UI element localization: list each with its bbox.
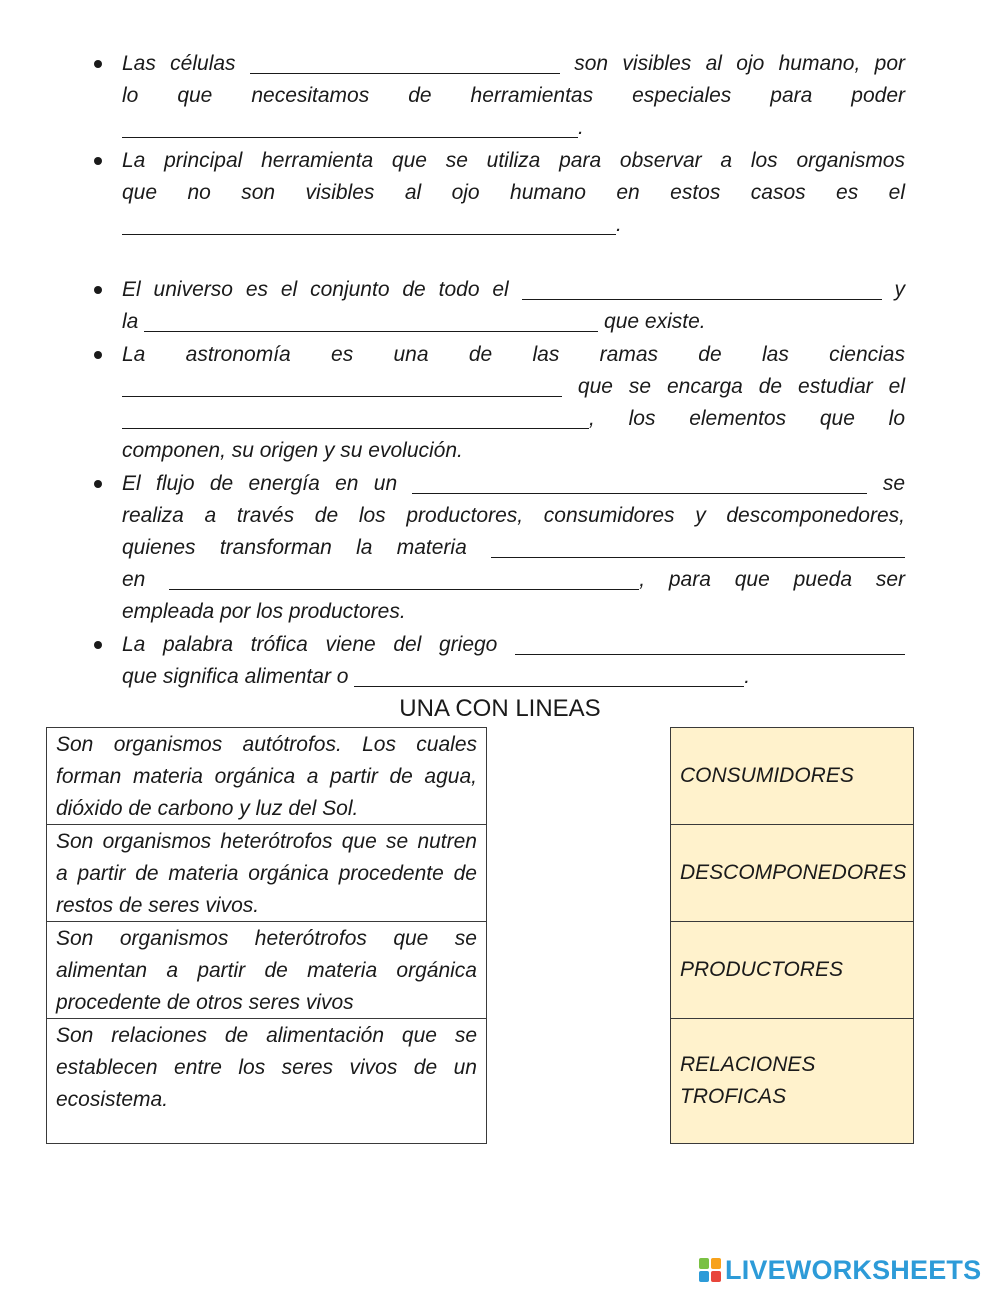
bullet-dot-icon — [94, 641, 102, 649]
line-text: que significa alimentar o — [122, 665, 355, 688]
line-text: . — [616, 213, 622, 236]
line-text: se — [867, 472, 905, 495]
line-text: son visibles al ojo humano, por — [559, 52, 905, 75]
line-text: , los elementos que lo — [589, 407, 905, 430]
term-box-productores[interactable] — [670, 921, 914, 1018]
text-line — [122, 339, 905, 371]
text-line — [122, 661, 905, 693]
blank-field[interactable] — [144, 309, 598, 332]
term-label: PRODUCTORES — [680, 958, 843, 981]
terms-column — [670, 727, 914, 1144]
blank-field[interactable] — [250, 51, 560, 74]
line-text: El universo es el conjunto de todo el — [122, 278, 522, 301]
text-line — [122, 145, 905, 177]
fill-in-blanks-list — [90, 48, 905, 693]
blank-field[interactable] — [122, 115, 578, 138]
logo-square-green — [699, 1258, 709, 1269]
text-line — [122, 274, 905, 306]
bullet-item — [90, 274, 905, 338]
text-line — [122, 371, 905, 403]
line-text: que existe. — [598, 310, 706, 333]
term-label: RELACIONES TROFICAS — [680, 1053, 816, 1108]
definition-box[interactable]: Son organismos heterótrofos que se nutren a partir de materia orgánica procedente de restos de seres vivos. — [46, 824, 487, 921]
line-text: que no son visibles al ojo humano en estos casos es el — [122, 181, 905, 204]
line-text: empleada por los productores. — [122, 600, 406, 623]
text-line — [122, 112, 905, 144]
blank-field[interactable] — [491, 535, 905, 558]
bullet-dot-icon — [94, 286, 102, 294]
blank-field[interactable] — [169, 567, 639, 590]
liveworksheets-logo-icon — [699, 1258, 721, 1282]
bullet-item — [90, 629, 905, 693]
line-text: y — [881, 278, 905, 301]
text-line — [122, 403, 905, 435]
brand-name: LIVEWORKSHEETS — [725, 1254, 982, 1285]
term-box-consumidores[interactable] — [670, 727, 914, 824]
line-text: Las células — [122, 52, 250, 75]
bullet-dot-icon — [94, 480, 102, 488]
text-line — [122, 48, 905, 80]
text-line — [122, 435, 905, 467]
bullet-item — [90, 468, 905, 628]
bullet-item — [90, 339, 905, 467]
blank-field[interactable] — [354, 664, 744, 687]
text-line — [122, 80, 905, 112]
definition-box[interactable]: Son organismos autótrofos. Los cuales forman materia orgánica a partir de agua, dióxido de carbono y luz del Sol. — [46, 727, 487, 824]
logo-square-red — [711, 1271, 721, 1282]
line-text: La astronomía es una de las ramas de las ciencias — [122, 343, 905, 366]
line-text: La principal herramienta que se utiliza para observar a los organismos — [122, 149, 905, 172]
line-text: componen, su origen y su evolución. — [122, 439, 463, 462]
text-line — [122, 629, 905, 661]
blank-field[interactable] — [122, 406, 589, 429]
line-text: la — [122, 310, 145, 333]
text-line — [122, 306, 905, 338]
text-line — [122, 500, 905, 532]
blank-field[interactable] — [122, 212, 616, 235]
definition-box[interactable]: Son relaciones de alimentación que se establecen entre los seres vivos de un ecosistema. — [46, 1018, 487, 1144]
text-line — [122, 177, 905, 209]
term-label: CONSUMIDORES — [680, 764, 854, 787]
line-text: quienes transforman la materia — [122, 536, 491, 559]
logo-square-orange — [711, 1258, 721, 1269]
line-text: . — [744, 665, 751, 688]
line-text: realiza a través de los productores, consumidores y descomponedores, — [122, 504, 905, 527]
term-box-descomponedores[interactable] — [670, 824, 914, 921]
line-text: El flujo de energía en un — [122, 472, 413, 495]
term-label: DESCOMPONEDORES — [680, 861, 907, 884]
line-text: en — [122, 568, 170, 591]
line-text: . — [578, 116, 584, 139]
liveworksheets-brand — [699, 1254, 981, 1286]
definitions-column — [46, 727, 487, 1144]
bullet-item — [90, 48, 905, 144]
text-line — [122, 532, 905, 564]
logo-square-blue — [699, 1271, 709, 1282]
blank-field[interactable] — [515, 632, 905, 655]
term-box-relaciones-troficas[interactable] — [670, 1018, 914, 1144]
text-line — [122, 209, 905, 241]
blank-field[interactable] — [412, 471, 867, 494]
bullet-dot-icon — [94, 351, 102, 359]
line-text: , para que pueda ser — [639, 568, 905, 591]
definition-box[interactable]: Son organismos heterótrofos que se alimentan a partir de materia orgánica procedente de otros seres vivos — [46, 921, 487, 1018]
line-text: lo que necesitamos de herramientas especiales para poder — [122, 84, 905, 107]
blank-field[interactable] — [122, 374, 562, 397]
line-text: que se encarga de estudiar el — [562, 375, 905, 398]
bullet-dot-icon — [94, 157, 102, 165]
text-line — [122, 596, 905, 628]
text-line — [122, 564, 905, 596]
line-text: La palabra trófica viene del griego — [122, 633, 515, 656]
bullet-dot-icon — [94, 60, 102, 68]
text-line — [122, 468, 905, 500]
bullet-item — [90, 145, 905, 241]
section-title: UNA CON LINEAS — [399, 695, 601, 722]
blank-field[interactable] — [522, 277, 882, 300]
